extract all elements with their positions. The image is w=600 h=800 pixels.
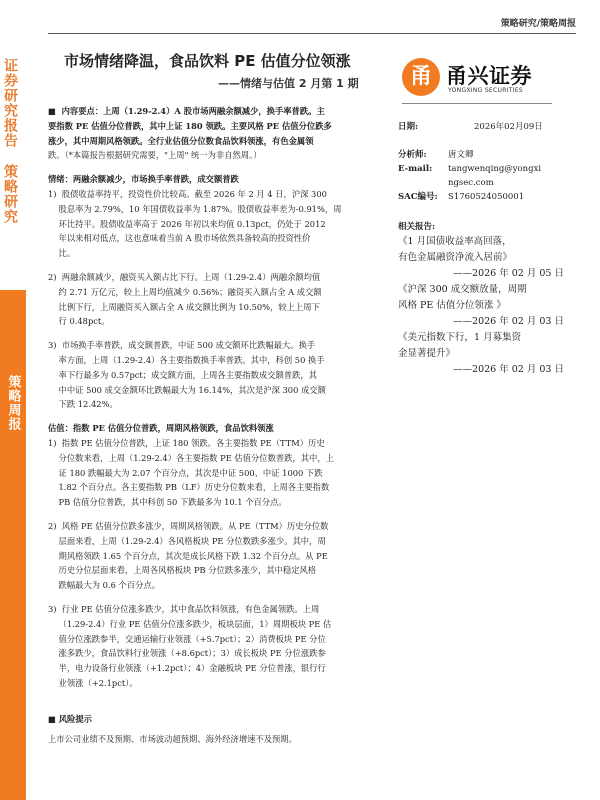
logo-name-en: YONGXING SECURITIES [448,87,523,94]
company-logo [402,58,552,98]
related-report-date: ——2026 年 02 月 05 日 [453,268,564,279]
body-line: 中中证 500 成交金额环比跌幅最大为 16.14%，其次是沪深 300 成交额 [48,384,326,395]
summary-line: 涨少，其中周期风格领跌。全行业估值分位数食品饮料领涨，有色金属领 [48,135,314,146]
body-line: 值分位涨跌参半，交通运输行业领涨（+5.7pct）；2）消费板块 PE 分位 [48,633,326,644]
sac-row [398,190,568,204]
section-heading-sentiment: 情绪：两融余额减少，市场换手率普跌，成交额普跌 [48,174,239,185]
date-row [398,120,568,134]
risk-text: 上市公司业绩不及预期、市场波动超预期、海外经济增速不及预期。 [48,734,297,744]
body-line: 1.82 个百分点。各主要指数 PB（LF）历史分位数来看，上周各主要指数 [48,482,330,493]
body-line: 年以来相对低点，这也意味着当前 A 股市场依然具备较高的投资性价 [48,233,311,244]
related-reports-list [398,234,568,378]
body-line: 股息率为 2.79%，10 年国债收益率为 1.87%。股债收益率差为-0.91%，周 [48,203,342,214]
email-label: E-mail: [398,164,433,174]
info-sidebar [398,120,568,378]
side-category-label [0,58,26,224]
body-line: 3) 市场换手率普跌，成交额普跌，中证 500 成交额环比跌幅最大。换手 [48,340,316,351]
related-report-title: 《美元指数下行，1 月募集资 [398,332,522,343]
summary-line: ■ 内容要点：上周（1.29-2.4）A 股市场两融余额减少，换手率普跌。主 [48,106,325,116]
sac-value: S1760524050001 [448,192,525,202]
related-report-date: ——2026 年 02 月 03 日 [453,364,564,375]
header-divider [48,33,576,34]
related-report-item[interactable] [398,282,568,330]
body-line: 1) 指数 PE 估值分位普跌，上证 180 领跌。各主要指数 PE（TTM）历史 [48,437,325,448]
body-line: 半，电力设备行业领涨（+1.2pct）；4）金融板块 PE 分位普涨，银行行 [48,663,326,674]
logo-divider [402,103,552,104]
report-title: 市场情绪降温，食品饮料 PE 估值分位领涨 [64,52,351,70]
body-line: 行 0.48pct。 [48,316,110,327]
analyst-row [398,148,568,162]
side-label-strategy: 策略研究 [2,164,18,224]
body-line: （1.29-2.4）行业 PE 估值分位涨多跌少，板块层面，1）周期板块 PE 估 [48,618,332,629]
related-report-title: 金显著提升》 [398,348,456,359]
related-report-title: 《1 月国债收益率高回落， [398,236,512,247]
side-bar-label: 策略周报 [5,375,21,431]
body-line: 约 2.71 万亿元，较上上周均值减少 0.56%；融资买入额占全 A 成交额 [48,286,322,297]
report-subtitle: ——情绪与估值 2 月第 1 期 [218,77,359,90]
related-report-title: 《沪深 300 成交额放量，周期 [398,284,527,295]
related-report-title: 风格 PE 估值分位领涨 》 [398,300,506,311]
body-line: 率方面，上周（1.29-2.4）各主要指数换手率普跌。其中，科创 50 换手 [48,354,325,365]
sac-label: SAC编号: [398,192,438,202]
related-report-item[interactable] [398,330,568,378]
body-line: 期风格领跌 1.65 个百分点，其次是成长风格下跌 1.32 个百分点。从 PE [48,550,328,561]
summary-line: 跌。（*本篇报告根据研究需要，"上周" 统一为非自然周。） [48,150,262,161]
date-label: 日期: [398,122,419,132]
body-line: 2) 两融余额减少，融资买入额占比下行。上周（1.29-2.4）两融余额均值 [48,271,321,282]
related-report-title: 有色金属融资净流入居前》 [398,252,513,263]
body-line: 层面来看，上周（1.29-2.4）各风格板块 PE 分位数跌多涨少。其中，周 [48,535,326,546]
analyst-name: 唐文卿 [448,150,474,160]
analyst-label: 分析师: [398,150,427,160]
risk-title: ■ 风险提示 [48,714,92,724]
side-orange-bar [0,290,26,800]
body-line: 比。 [48,248,76,259]
summary-line: 要指数 PE 估值分位普跌，其中上证 180 领跌。主要风格 PE 估值分位跌多 [48,120,332,131]
risk-section [48,712,297,746]
side-label-research: 证券研究报告 [2,58,18,148]
related-report-item[interactable] [398,234,568,282]
body-line: 3) 行业 PE 估值分位涨多跌少，其中食品饮料领涨，有色金属领跌。上周 [48,603,320,614]
body-line: 历史分位层面来看，上周各风格板块 PB 分位跌多涨少，其中稳定风格 [48,565,317,576]
email-row [398,162,568,190]
body-line: 率下行最多为 0.57pct；成交额方面，上周各主要指数成交额普跌，其 [48,369,317,380]
body-line: 下跌 12.42%。 [48,399,118,410]
email-value-line2[interactable]: ngsec.com [448,178,494,188]
body-line: 比例下行，上周融资买入额占全 A 成交额比例为 10.50%，较上上周下 [48,301,320,312]
section-heading-valuation: 估值：指数 PE 估值分位普跌，周期风格领跌，食品饮料领涨 [48,423,274,434]
body-line: PB 估值分位普跌，其中科创 50 下跌最多为 10.1 个百分点。 [48,497,287,508]
body-line: 跌幅最大为 0.6 个百分点。 [48,580,160,591]
body-line: 1) 股债收益率持平，投资性价比较高。截至 2026 年 2 月 4 日，沪深 300 [48,188,327,199]
report-body [48,104,373,691]
logo-name-cn: 甬兴证券 [446,64,532,88]
body-line: 2) 风格 PE 估值分位跌多涨少，周期风格领跌。从 PE（TTM）历史分位数 [48,520,329,531]
logo-mark-icon: 甬 [402,58,440,96]
body-line: 分位数来看，上周（1.29-2.4）各主要指数 PE 估值分位数普跌，其中，上 [48,452,334,463]
email-value-line1[interactable]: tangwenqing@yongxi [448,164,542,174]
body-line: 环比持平。股债收益率高于 2026 年初以来均值 0.13pct，仍处于 2012 [48,218,326,229]
body-line: 证 180 跌幅最大为 2.07 个百分点，其次是中证 500、中证 1000 下跌 [48,467,323,478]
report-type-tag: 策略研究/策略周报 [500,19,576,29]
date-value: 2026年02月09日 [474,122,543,132]
body-line: 涨多跌少，食品饮料行业领涨（+8.6pct）；3）成长板块 PE 分位涨跌参 [48,648,326,659]
related-reports-title: 相关报告: [398,222,436,232]
body-line: 业领涨（+2.1pct）。 [48,677,138,688]
related-report-date: ——2026 年 02 月 03 日 [453,316,564,327]
